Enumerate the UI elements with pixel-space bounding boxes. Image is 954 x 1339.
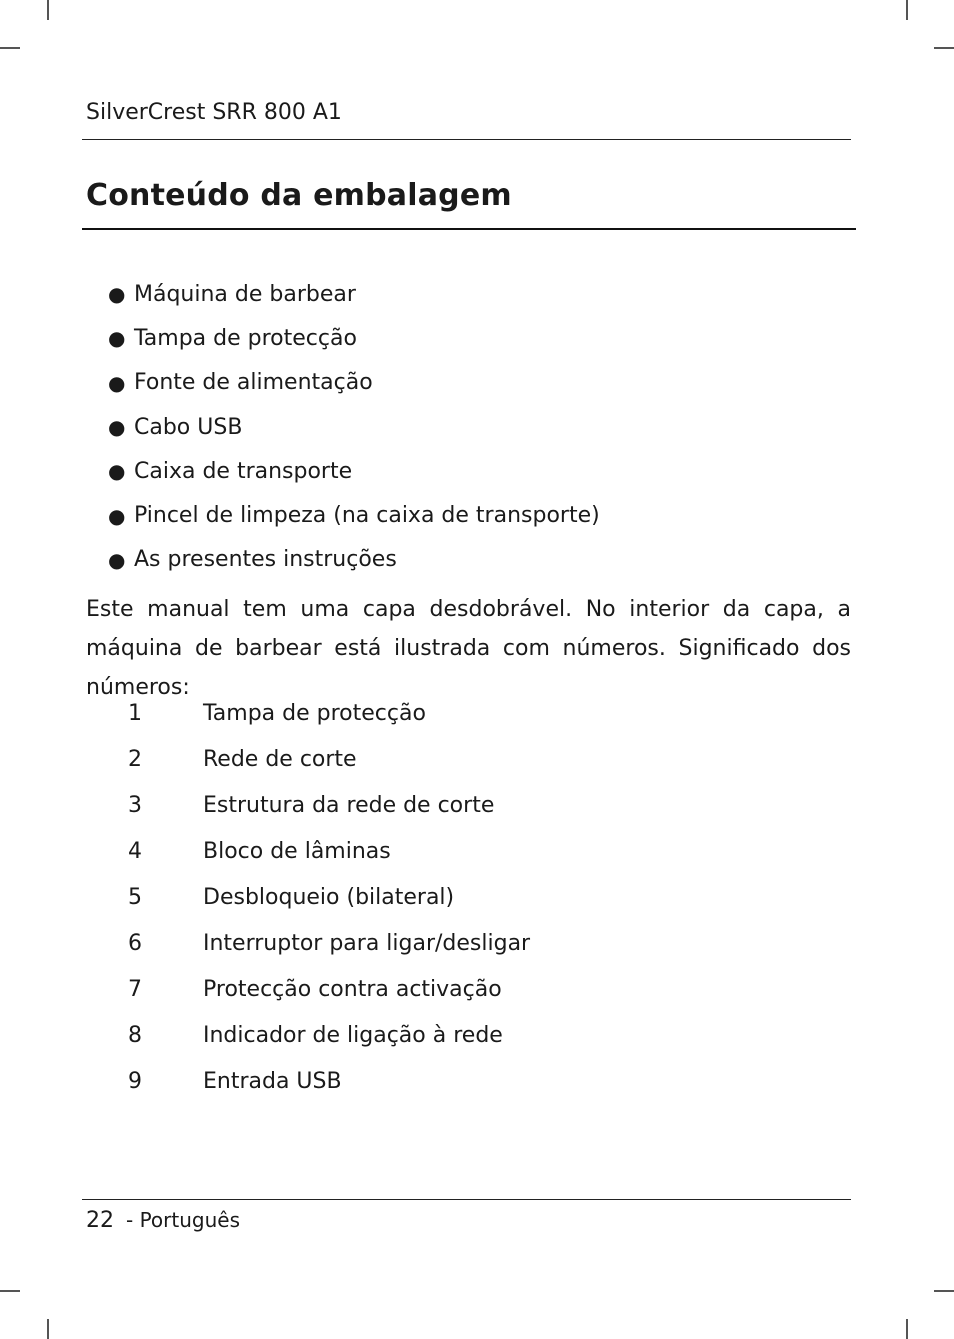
part-number: 4 [128, 838, 142, 864]
section-title: Conteúdo da embalagem [86, 178, 512, 213]
list-item [108, 316, 600, 360]
part-label: Estrutura da rede de corte [203, 792, 495, 818]
part-row [128, 874, 530, 920]
list-item [108, 538, 600, 582]
bullet-icon: ● [108, 459, 126, 484]
header-rule [82, 139, 851, 140]
list-item [108, 449, 600, 493]
part-row [128, 966, 530, 1012]
contents-list [108, 272, 600, 582]
bullet-icon: ● [108, 370, 126, 395]
crop-mark [47, 1319, 49, 1339]
list-item [108, 272, 600, 316]
crop-mark [934, 47, 954, 49]
page-number: 22 [86, 1208, 114, 1233]
part-row [128, 782, 530, 828]
list-item [108, 361, 600, 405]
part-row [128, 1058, 530, 1104]
list-item-label: Cabo USB [134, 414, 243, 440]
intro-paragraph: Este manual tem uma capa desdobrável. No interior da capa, a máquina de barbear está ilustrada com números. Significado dos números: [86, 597, 851, 700]
list-item-label: As presentes instruções [134, 547, 397, 573]
crop-mark [0, 47, 20, 49]
part-number: 9 [128, 1068, 142, 1094]
bullet-icon: ● [108, 547, 126, 572]
part-label: Entrada USB [203, 1068, 342, 1094]
crop-mark [906, 1319, 908, 1339]
part-row [128, 828, 530, 874]
crop-mark [934, 1290, 954, 1292]
list-item-label: Máquina de barbear [134, 281, 356, 307]
part-label: Desbloqueio (bilateral) [203, 884, 455, 910]
crop-mark [0, 1290, 20, 1292]
part-row [128, 736, 530, 782]
bullet-icon: ● [108, 326, 126, 351]
part-label: Interruptor para ligar/desligar [203, 930, 531, 956]
part-number: 6 [128, 930, 142, 956]
part-row [128, 690, 530, 736]
part-number: 5 [128, 884, 142, 910]
part-label: Bloco de lâminas [203, 838, 391, 864]
part-label: Tampa de protecção [203, 700, 426, 726]
bullet-icon: ● [108, 415, 126, 440]
parts-list [128, 690, 530, 1104]
list-item-label: Caixa de transporte [134, 458, 353, 484]
bullet-icon: ● [108, 282, 126, 307]
part-label: Protecção contra activação [203, 976, 502, 1002]
list-item [108, 493, 600, 537]
list-item-label: Pincel de limpeza (na caixa de transporte) [134, 503, 600, 529]
part-number: 1 [128, 700, 142, 726]
part-number: 3 [128, 792, 142, 818]
list-item-label: Tampa de protecção [134, 325, 357, 351]
part-number: 2 [128, 746, 142, 772]
part-label: Rede de corte [203, 746, 357, 772]
part-row [128, 1012, 530, 1058]
list-item [108, 405, 600, 449]
crop-mark [906, 0, 908, 20]
title-rule [82, 228, 856, 230]
crop-mark [47, 0, 49, 20]
footer-language: - Português [126, 1208, 240, 1232]
part-row [128, 920, 530, 966]
bullet-icon: ● [108, 503, 126, 528]
list-item-label: Fonte de alimentação [134, 370, 373, 396]
page-footer [86, 1208, 240, 1233]
part-label: Indicador de ligação à rede [203, 1022, 503, 1048]
part-number: 7 [128, 976, 142, 1002]
running-header: SilverCrest SRR 800 A1 [86, 100, 342, 125]
part-number: 8 [128, 1022, 142, 1048]
footer-rule [82, 1199, 851, 1200]
